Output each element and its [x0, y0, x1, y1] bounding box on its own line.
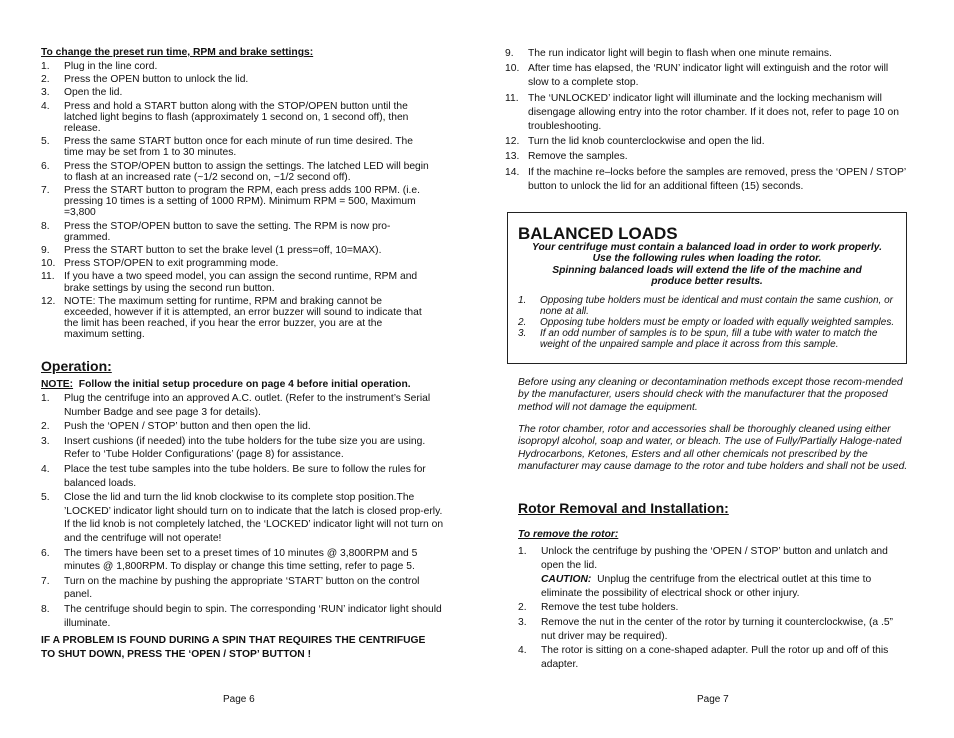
list-item: 5. Close the lid and turn the lid knob clockwise to its complete stop position.The ’LOCKED’ indicator light should turn on to indicate that the latch is closed prop-erly. If the lid knob is not completely latched, the ‘LOCKED’ indicator light will not turn on and the centrifuge will not operate!: [41, 492, 444, 544]
list-item: 14. If the machine re–locks before the samples are removed, press the ‘OPEN / STOP’ button to unlock the lid for an additional fifteen (15) seconds.: [505, 166, 906, 192]
box-subtitle-line: Spinning balanced loads will extend the life of the machine and: [552, 264, 862, 276]
warning-text: IF A PROBLEM IS FOUND DURING A SPIN THAT REQUIRES THE CENTRIFUGE TO SHUT DOWN, PRESS THE ‘OPEN / STOP’ BUTTON !: [41, 635, 426, 660]
remove-rotor-steps: [518, 545, 910, 671]
list-item: 12. Turn the lid knob counterclockwise and open the lid.: [505, 136, 765, 148]
balanced-loads-box: [507, 212, 907, 364]
list-item: 9. The run indicator light will begin to flash when one minute remains.: [505, 48, 832, 59]
list-item: 6. The timers have been set to a preset times of 10 minutes @ 3,800RPM and 5 minutes @ 1,800RPM. To display or change this time setting, refer to page 5.: [41, 547, 418, 573]
list-item: 1. Opposing tube holders must be identical and must contain the same cushion, or none at all.: [518, 295, 893, 317]
cleaning-paragraph-2: The rotor chamber, rotor and accessories shall be thoroughly cleaned using either isopropyl alcohol, soap and water, or bleach. The use of Fully/Partially Haloge-nated Hydrocarbons, Ketones, Esters and all other chemicals not prescribed by the manufacturer may cause damage to the rotor and tube holders and shall not be used.: [518, 424, 908, 473]
list-item: 1. Plug the centrifuge into an approved A.C. outlet. (Refer to the instrument’s Serial Number Badge and see page 3 for details).: [41, 393, 431, 418]
box-subtitle-line: Your centrifuge must contain a balanced load in order to work properly.: [532, 242, 882, 253]
list-item: 7. Press the START button to program the RPM, each press adds 100 RPM. (i.e. pressing 10 times is a setting of 1000 RPM). Minimum RPM = 500, Maximum =3,800: [41, 185, 420, 219]
note-text: Follow the initial setup procedure on page 4 before initial operation.: [78, 379, 411, 390]
list-item: 4. Press and hold a START button along with the STOP/OPEN button until the latched light begins to flash (approximately 1 second on, 1 second off), then release.: [41, 100, 409, 135]
page-number-right: Page 7: [697, 694, 729, 705]
list-item: 4. Place the test tube samples into the tube holders. Be sure to follow the rules for balanced loads.: [41, 463, 426, 489]
list-item: 2. Opposing tube holders must be empty or loaded with equally weighted samples.: [518, 316, 895, 328]
operation-heading: Operation:: [41, 358, 112, 374]
list-item: 4. The rotor is sitting on a cone-shaped adapter. Pull the rotor up and off of this adapter.: [518, 645, 889, 670]
box-subtitle: [508, 242, 906, 287]
rotor-heading: Rotor Removal and Installation:: [518, 500, 729, 516]
list-item: 13. Remove the samples.: [505, 151, 628, 163]
list-item: 8. The centrifuge should begin to spin. The corresponding ‘RUN’ indicator light should illuminate.: [41, 603, 442, 629]
list-item: 3. If an odd number of samples is to be spun, fill a tube with water to match the weight of the unpaired sample and place it across from this sample.: [518, 327, 878, 350]
caution-note: [541, 573, 910, 600]
list-item: 3. Remove the nut in the center of the rotor by turning it counterclockwise, (a .5” nut driver may be required).: [518, 616, 893, 642]
list-item: 1. Plug in the line cord.: [41, 61, 158, 72]
remove-rotor-heading: To remove the rotor:: [518, 529, 619, 540]
list-item: 3. Insert cushions (if needed) into the tube holders for the tube size you are using. Refer to ‘Tube Holder Configurations’ (page 8) for assistance.: [41, 435, 426, 461]
remove-step-text: Unlock the centrifuge by pushing the ‘OPEN / STOP’ button and unlatch and open the lid.: [541, 546, 888, 571]
setup-steps-list: [41, 61, 429, 341]
list-item: 9. Press the START button to set the brake level (1 press=off, 10=MAX).: [41, 245, 382, 257]
list-item: 10. Press STOP/OPEN to exit programming mode.: [41, 258, 279, 270]
list-item: 3. Open the lid.: [41, 87, 123, 99]
box-subtitle-line: Use the following rules when loading the rotor.: [592, 253, 822, 265]
list-item: 2. Press the OPEN button to unlock the lid.: [41, 74, 249, 86]
box-title: BALANCED LOADS: [518, 224, 678, 243]
list-item: 5. Press the same START button once for each minute of run time desired. The time may be set from 1 to 30 minutes.: [41, 136, 413, 159]
box-subtitle-line: produce better results.: [651, 275, 763, 287]
caution-label: CAUTION:: [541, 574, 592, 586]
list-item: 7. Turn on the machine by pushing the appropriate ‘START’ button on the control panel.: [41, 575, 420, 601]
list-item: 1. Unlock the centrifuge by pushing the ‘OPEN / STOP’ button and unlatch and open the lid. CAUTION: Unplug the centrifuge from the electrical outlet at this time to eliminate the possibility of electrical shock or other injury.: [518, 545, 910, 600]
page-number-left: Page 6: [223, 694, 255, 705]
list-item: 11. The ‘UNLOCKED’ indicator light will illuminate and the locking mechanism will disengage allowing entry into the rotor chamber. If it does not, refer to page 10 on troubleshooting.: [505, 92, 899, 133]
operation-note: [41, 379, 411, 390]
list-item: 6. Press the STOP/OPEN button to assign the settings. The latched LED will begin to flash at an increased rate (~1/2 second on, ~1/2 second off).: [41, 160, 429, 183]
list-item: 2. Push the ‘OPEN / STOP’ button and then open the lid.: [41, 421, 311, 433]
setup-heading: To change the preset run time, RPM and brake settings:: [41, 47, 314, 58]
list-item: 2. Remove the test tube holders.: [518, 602, 679, 614]
cleaning-paragraph-1: Before using any cleaning or decontamination methods except those recom-mended by the manufacturer, users should check with the manufacturer that the proposed method will not damage the equipment.: [518, 377, 903, 413]
caution-text: Unplug the centrifuge from the electrical outlet at this time to eliminate the possibility of electrical shock or other injury.: [541, 574, 872, 599]
list-item: 8. Press the STOP/OPEN button to save the setting. The RPM is now pro-grammed.: [41, 220, 391, 243]
operation-steps-list: [41, 392, 449, 630]
list-item: 11. If you have a two speed model, you can assign the second runtime, RPM and brake settings by using the second run button.: [41, 271, 418, 294]
list-item: 12. NOTE: The maximum setting for runtime, RPM and braking cannot be exceeded, however if it is attempted, an error buzzer will sound to indicate that the limit has been reached, if you hear the error buzzer, you are at the maximum setting.: [41, 295, 422, 341]
operation-steps-continued: [505, 47, 910, 194]
balanced-rules-list: [518, 296, 903, 351]
list-item: 10. After time has elapsed, the ‘RUN’ indicator light will extinguish and the rotor will slow to a complete stop.: [505, 63, 889, 89]
note-label: NOTE:: [41, 379, 74, 390]
